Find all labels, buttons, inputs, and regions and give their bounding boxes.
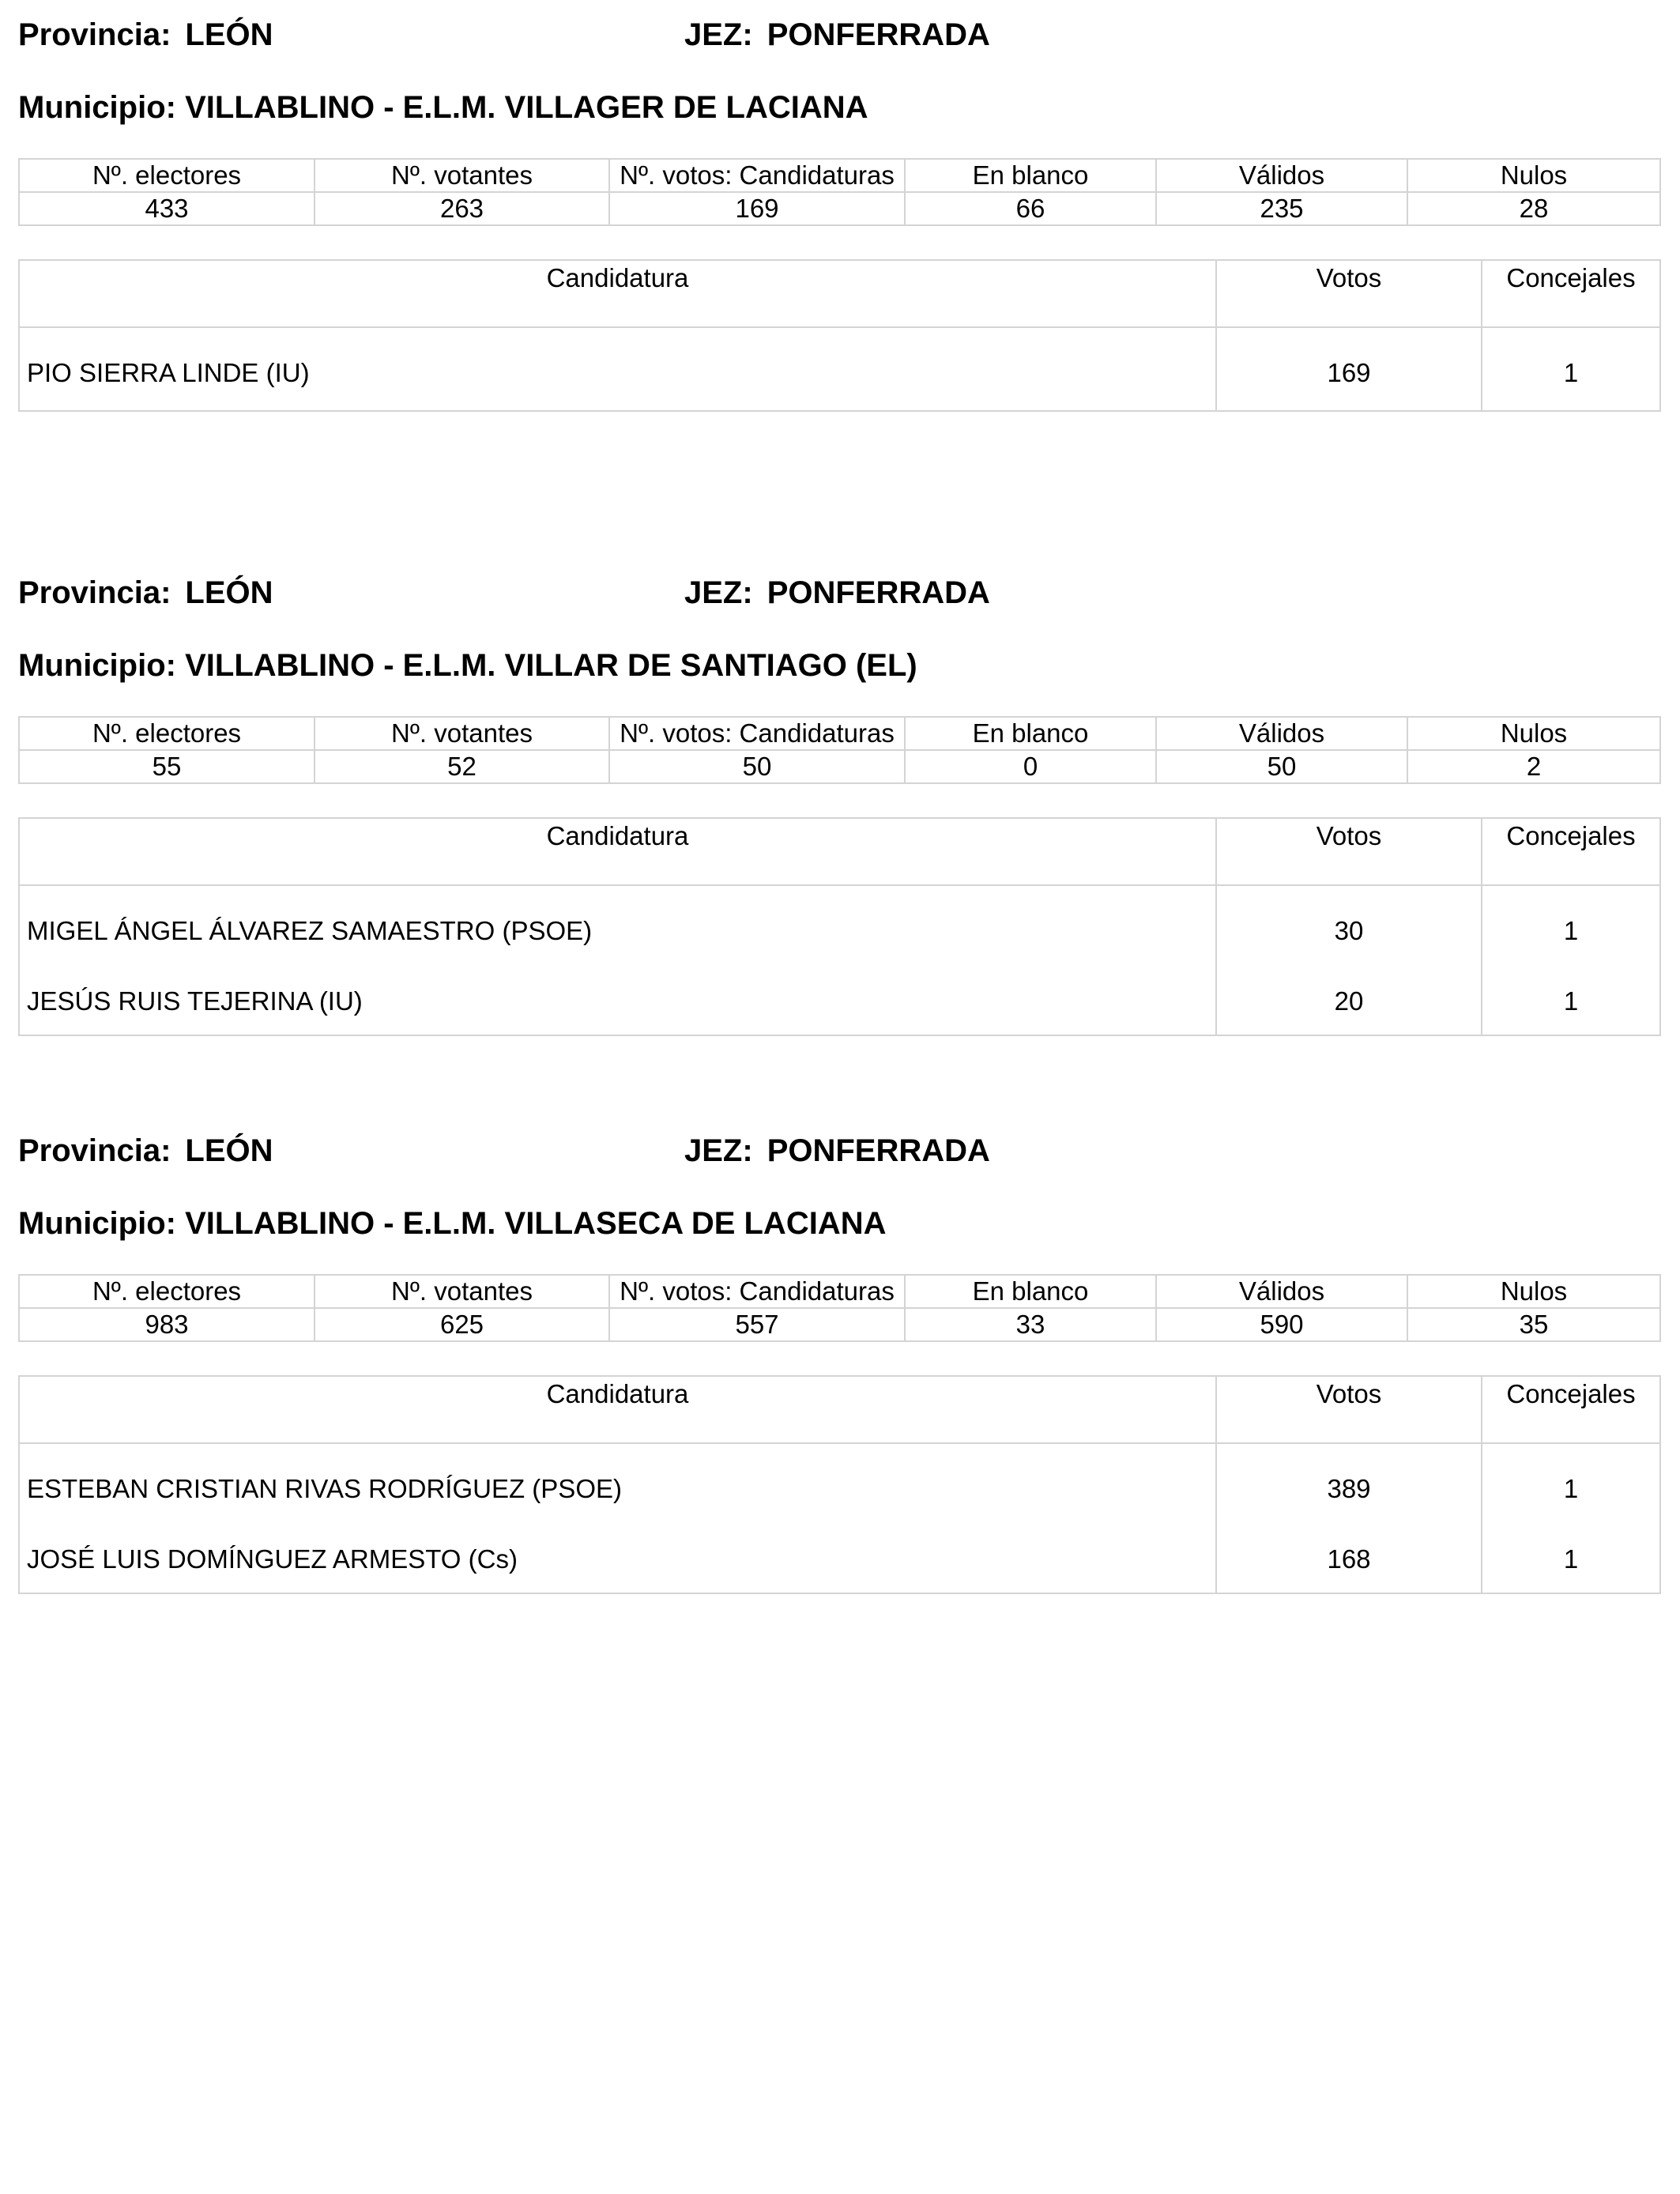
table-row [19, 327, 1660, 411]
votos-header: Votos [1216, 818, 1482, 885]
stats-header-cell: En blanco [905, 159, 1156, 192]
stats-value-cell: 263 [315, 192, 609, 225]
stats-header-cell: Nulos [1407, 159, 1660, 192]
provincia-value: LEÓN [185, 575, 273, 610]
candidaturas-table [18, 259, 1661, 412]
municipio-label: Municipio: [18, 648, 176, 683]
stats-header-cell: En blanco [905, 717, 1156, 750]
concejales-value: 1 [1482, 1526, 1660, 1593]
stats-value-cell: 433 [19, 192, 315, 225]
votos-value: 20 [1216, 968, 1482, 1035]
stats-header-cell: Nulos [1407, 1275, 1660, 1308]
stats-header-cell: Válidos [1156, 159, 1407, 192]
votos-value: 168 [1216, 1526, 1482, 1593]
stats-table [18, 158, 1661, 226]
table-row [19, 1443, 1660, 1526]
concejales-header: Concejales [1482, 1376, 1660, 1443]
candidatura-name: ESTEBAN CRISTIAN RIVAS RODRÍGUEZ (PSOE) [19, 1443, 1216, 1526]
candidaturas-header-row [19, 1376, 1660, 1443]
table-row [19, 968, 1660, 1035]
candidatura-name: JESÚS RUIS TEJERINA (IU) [19, 968, 1216, 1035]
jez-value: PONFERRADA [767, 1133, 990, 1168]
stats-value-row [19, 750, 1660, 783]
stats-header-cell: Nulos [1407, 717, 1660, 750]
concejales-value: 1 [1482, 885, 1660, 968]
jez-header [684, 16, 990, 54]
stats-header-cell: Nº. votos: Candidaturas [609, 717, 905, 750]
votos-value: 30 [1216, 885, 1482, 968]
municipio-header [18, 647, 917, 684]
votos-value: 169 [1216, 327, 1482, 411]
stats-table [18, 716, 1661, 784]
stats-header-cell: Nº. electores [19, 159, 315, 192]
provincia-label: Provincia: [18, 1133, 171, 1168]
candidaturas-table [18, 817, 1661, 1036]
candidatura-name: MIGEL ÁNGEL ÁLVAREZ SAMAESTRO (PSOE) [19, 885, 1216, 968]
stats-value-cell: 52 [315, 750, 609, 783]
table-row [19, 1526, 1660, 1593]
stats-value-cell: 35 [1407, 1308, 1660, 1341]
stats-header-cell: Válidos [1156, 1275, 1407, 1308]
stats-header-cell: Nº. votos: Candidaturas [609, 159, 905, 192]
stats-value-cell: 66 [905, 192, 1156, 225]
jez-header [684, 574, 990, 612]
provincia-header [18, 574, 273, 612]
municipio-value: VILLABLINO - E.L.M. VILLAR DE SANTIAGO (EL) [185, 648, 917, 683]
jez-value: PONFERRADA [767, 17, 990, 52]
municipio-label: Municipio: [18, 90, 176, 125]
concejales-value: 1 [1482, 327, 1660, 411]
stats-value-cell: 0 [905, 750, 1156, 783]
provincia-header [18, 16, 273, 54]
stats-value-cell: 2 [1407, 750, 1660, 783]
municipio-label: Municipio: [18, 1206, 176, 1241]
municipio-value: VILLABLINO - E.L.M. VILLAGER DE LACIANA [185, 90, 868, 125]
candidaturas-table [18, 1375, 1661, 1594]
candidatura-header: Candidatura [19, 260, 1216, 327]
stats-value-row [19, 1308, 1660, 1341]
jez-header [684, 1132, 990, 1170]
stats-value-row [19, 192, 1660, 225]
stats-value-cell: 55 [19, 750, 315, 783]
concejales-value: 1 [1482, 968, 1660, 1035]
municipio-header [18, 89, 868, 126]
stats-header-cell: Nº. electores [19, 1275, 315, 1308]
table-row [19, 885, 1660, 968]
stats-value-cell: 590 [1156, 1308, 1407, 1341]
stats-header-cell: Válidos [1156, 717, 1407, 750]
provincia-label: Provincia: [18, 575, 171, 610]
candidatura-header: Candidatura [19, 1376, 1216, 1443]
stats-value-cell: 33 [905, 1308, 1156, 1341]
municipio-value: VILLABLINO - E.L.M. VILLASECA DE LACIANA [185, 1206, 887, 1241]
stats-header-cell: Nº. electores [19, 717, 315, 750]
stats-header-cell: Nº. votantes [315, 1275, 609, 1308]
concejales-value: 1 [1482, 1443, 1660, 1526]
candidaturas-header-row [19, 260, 1660, 327]
stats-header-row [19, 159, 1660, 192]
candidatura-name: JOSÉ LUIS DOMÍNGUEZ ARMESTO (Cs) [19, 1526, 1216, 1593]
provincia-value: LEÓN [185, 1133, 273, 1168]
votos-value: 389 [1216, 1443, 1482, 1526]
stats-value-cell: 169 [609, 192, 905, 225]
stats-header-cell: Nº. votantes [315, 717, 609, 750]
votos-header: Votos [1216, 1376, 1482, 1443]
municipio-header [18, 1204, 886, 1242]
stats-value-cell: 50 [609, 750, 905, 783]
stats-value-cell: 625 [315, 1308, 609, 1341]
stats-table [18, 1274, 1661, 1342]
candidatura-header: Candidatura [19, 818, 1216, 885]
provincia-value: LEÓN [185, 17, 273, 52]
stats-value-cell: 235 [1156, 192, 1407, 225]
concejales-header: Concejales [1482, 818, 1660, 885]
concejales-header: Concejales [1482, 260, 1660, 327]
stats-header-cell: Nº. votantes [315, 159, 609, 192]
stats-header-row [19, 717, 1660, 750]
votos-header: Votos [1216, 260, 1482, 327]
stats-value-cell: 28 [1407, 192, 1660, 225]
stats-value-cell: 50 [1156, 750, 1407, 783]
stats-header-row [19, 1275, 1660, 1308]
provincia-label: Provincia: [18, 17, 171, 52]
stats-value-cell: 983 [19, 1308, 315, 1341]
stats-header-cell: Nº. votos: Candidaturas [609, 1275, 905, 1308]
candidaturas-header-row [19, 818, 1660, 885]
stats-header-cell: En blanco [905, 1275, 1156, 1308]
jez-label: JEZ: [684, 575, 753, 610]
jez-label: JEZ: [684, 17, 753, 52]
provincia-header [18, 1132, 273, 1170]
candidatura-name: PIO SIERRA LINDE (IU) [19, 327, 1216, 411]
jez-value: PONFERRADA [767, 575, 990, 610]
jez-label: JEZ: [684, 1133, 753, 1168]
stats-value-cell: 557 [609, 1308, 905, 1341]
